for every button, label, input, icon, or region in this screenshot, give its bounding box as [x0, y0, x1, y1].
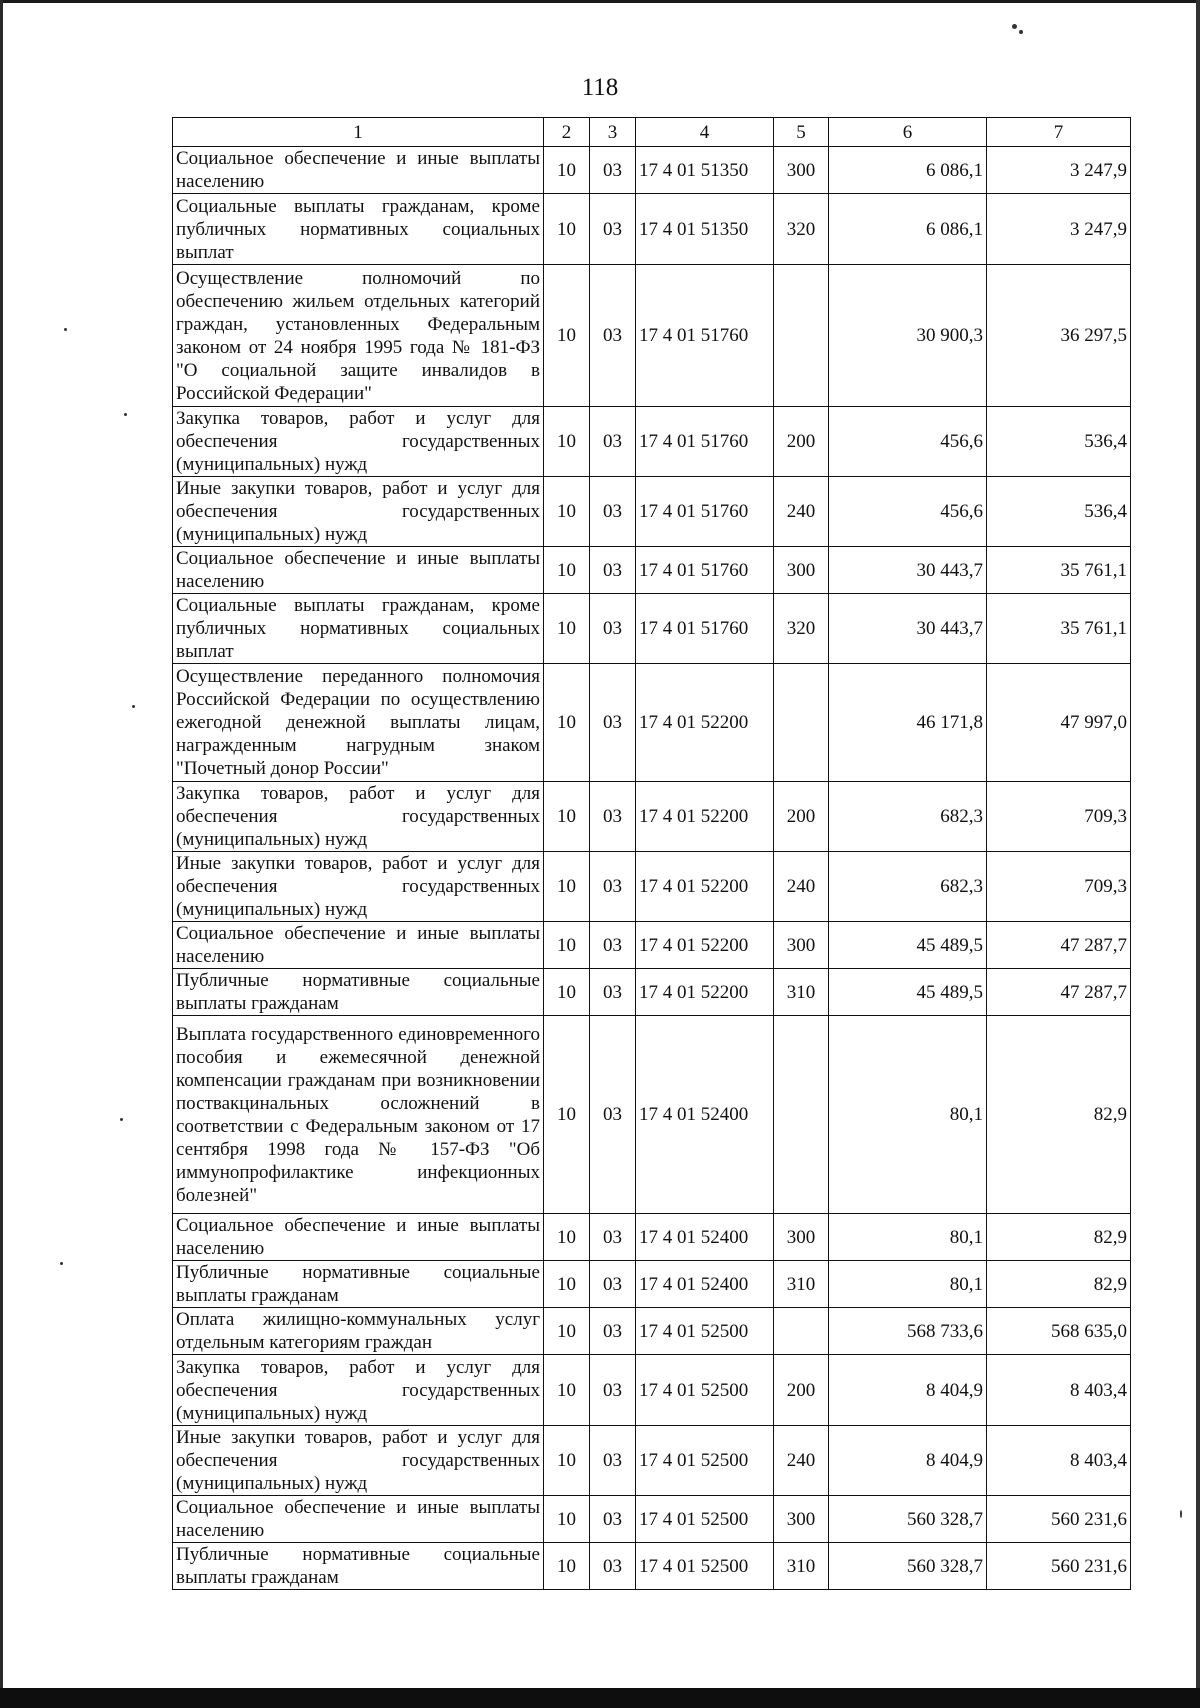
row-amount-year-1: 568 733,6	[829, 1308, 987, 1355]
row-name: Социальные выплаты гражданам, кроме публичных нормативных социальных выплат	[173, 194, 544, 265]
row-target-article-code: 17 4 01 52200	[636, 782, 774, 852]
row-target-article-code: 17 4 01 52200	[636, 664, 774, 782]
table-row	[173, 594, 1131, 664]
row-amount-year-2: 47 287,7	[987, 922, 1131, 969]
table-row	[173, 1496, 1131, 1543]
row-expense-type-code: 240	[774, 1426, 829, 1496]
row-target-article-code: 17 4 01 51350	[636, 194, 774, 265]
row-amount-year-2: 3 247,9	[987, 147, 1131, 194]
row-name: Выплата государственного единовременного пособия и ежемесячной денежной компенсации гражданам при возникновении поствакцинальных осложнений в соответствии с Федеральным законом от 17 сентября 1998 года № 157-ФЗ "Об иммунопрофилактике инфекционных болезней"	[173, 1016, 544, 1214]
table-row	[173, 1355, 1131, 1426]
row-amount-year-1: 46 171,8	[829, 664, 987, 782]
table-header-row	[173, 118, 1131, 147]
row-amount-year-2: 568 635,0	[987, 1308, 1131, 1355]
row-amount-year-2: 560 231,6	[987, 1496, 1131, 1543]
column-header: 3	[590, 118, 636, 147]
scan-right-border	[1196, 0, 1200, 1708]
row-amount-year-1: 30 443,7	[829, 547, 987, 594]
row-expense-type-code: 240	[774, 852, 829, 922]
row-section-code: 10	[544, 477, 590, 547]
table-row	[173, 477, 1131, 547]
row-subsection-code: 03	[590, 1214, 636, 1261]
row-amount-year-2: 536,4	[987, 477, 1131, 547]
row-target-article-code: 17 4 01 52400	[636, 1016, 774, 1214]
row-subsection-code: 03	[590, 969, 636, 1016]
row-amount-year-2: 47 287,7	[987, 969, 1131, 1016]
row-amount-year-2: 36 297,5	[987, 265, 1131, 407]
row-target-article-code: 17 4 01 52400	[636, 1214, 774, 1261]
row-expense-type-code: 310	[774, 969, 829, 1016]
row-amount-year-1: 456,6	[829, 477, 987, 547]
row-name: Социальные выплаты гражданам, кроме публичных нормативных социальных выплат	[173, 594, 544, 664]
row-target-article-code: 17 4 01 52500	[636, 1308, 774, 1355]
row-target-article-code: 17 4 01 52500	[636, 1426, 774, 1496]
column-header: 4	[636, 118, 774, 147]
table-row	[173, 265, 1131, 407]
row-amount-year-1: 560 328,7	[829, 1496, 987, 1543]
row-amount-year-2: 3 247,9	[987, 194, 1131, 265]
row-section-code: 10	[544, 664, 590, 782]
row-expense-type-code: 300	[774, 1214, 829, 1261]
row-name: Иные закупки товаров, работ и услуг для обеспечения государственных (муниципальных) нужд	[173, 1426, 544, 1496]
row-section-code: 10	[544, 1426, 590, 1496]
table-row	[173, 147, 1131, 194]
row-section-code: 10	[544, 1543, 590, 1590]
row-subsection-code: 03	[590, 922, 636, 969]
column-header: 7	[987, 118, 1131, 147]
row-amount-year-1: 80,1	[829, 1016, 987, 1214]
row-expense-type-code: 200	[774, 782, 829, 852]
row-expense-type-code: 300	[774, 1496, 829, 1543]
row-subsection-code: 03	[590, 1355, 636, 1426]
row-expense-type-code: 240	[774, 477, 829, 547]
row-subsection-code: 03	[590, 1426, 636, 1496]
table-row	[173, 664, 1131, 782]
row-name: Публичные нормативные социальные выплаты гражданам	[173, 1261, 544, 1308]
column-header: 1	[173, 118, 544, 147]
scan-speck	[132, 705, 135, 708]
row-expense-type-code: 300	[774, 547, 829, 594]
row-name: Иные закупки товаров, работ и услуг для обеспечения государственных (муниципальных) нужд	[173, 477, 544, 547]
table-row	[173, 547, 1131, 594]
table-row	[173, 407, 1131, 477]
scan-left-border	[0, 0, 3, 1708]
table-body	[173, 118, 1131, 1590]
row-amount-year-1: 80,1	[829, 1214, 987, 1261]
row-amount-year-2: 709,3	[987, 782, 1131, 852]
row-subsection-code: 03	[590, 1308, 636, 1355]
row-target-article-code: 17 4 01 52500	[636, 1543, 774, 1590]
row-name: Публичные нормативные социальные выплаты гражданам	[173, 1543, 544, 1590]
scan-speck	[124, 413, 127, 416]
scan-speck	[120, 1118, 123, 1121]
row-section-code: 10	[544, 594, 590, 664]
row-section-code: 10	[544, 265, 590, 407]
table-row	[173, 782, 1131, 852]
row-subsection-code: 03	[590, 664, 636, 782]
row-expense-type-code: 310	[774, 1543, 829, 1590]
row-amount-year-1: 6 086,1	[829, 147, 987, 194]
row-name: Социальное обеспечение и иные выплаты населению	[173, 1214, 544, 1261]
row-section-code: 10	[544, 782, 590, 852]
row-amount-year-2: 47 997,0	[987, 664, 1131, 782]
column-header: 2	[544, 118, 590, 147]
row-target-article-code: 17 4 01 52500	[636, 1355, 774, 1426]
row-name: Закупка товаров, работ и услуг для обеспечения государственных (муниципальных) нужд	[173, 782, 544, 852]
row-amount-year-2: 82,9	[987, 1214, 1131, 1261]
row-expense-type-code	[774, 265, 829, 407]
row-expense-type-code: 320	[774, 194, 829, 265]
row-target-article-code: 17 4 01 51760	[636, 547, 774, 594]
scan-bottom-band	[0, 1688, 1200, 1708]
row-amount-year-1: 80,1	[829, 1261, 987, 1308]
column-header: 6	[829, 118, 987, 147]
row-expense-type-code	[774, 664, 829, 782]
row-amount-year-1: 30 443,7	[829, 594, 987, 664]
row-name: Закупка товаров, работ и услуг для обеспечения государственных (муниципальных) нужд	[173, 1355, 544, 1426]
scan-speck	[1180, 1510, 1182, 1518]
row-subsection-code: 03	[590, 1543, 636, 1590]
table-row	[173, 1261, 1131, 1308]
row-section-code: 10	[544, 194, 590, 265]
row-section-code: 10	[544, 1261, 590, 1308]
row-subsection-code: 03	[590, 477, 636, 547]
scan-speck	[1019, 30, 1023, 34]
row-amount-year-2: 8 403,4	[987, 1426, 1131, 1496]
row-section-code: 10	[544, 1016, 590, 1214]
row-subsection-code: 03	[590, 265, 636, 407]
row-subsection-code: 03	[590, 147, 636, 194]
row-amount-year-2: 35 761,1	[987, 547, 1131, 594]
row-target-article-code: 17 4 01 51760	[636, 265, 774, 407]
page-number: 118	[581, 74, 619, 101]
row-amount-year-1: 45 489,5	[829, 969, 987, 1016]
row-target-article-code: 17 4 01 52200	[636, 969, 774, 1016]
row-expense-type-code: 320	[774, 594, 829, 664]
row-expense-type-code: 300	[774, 147, 829, 194]
row-target-article-code: 17 4 01 52400	[636, 1261, 774, 1308]
row-subsection-code: 03	[590, 782, 636, 852]
row-target-article-code: 17 4 01 51350	[636, 147, 774, 194]
table-row	[173, 1214, 1131, 1261]
row-target-article-code: 17 4 01 51760	[636, 407, 774, 477]
table-row	[173, 1016, 1131, 1214]
row-expense-type-code	[774, 1308, 829, 1355]
column-header: 5	[774, 118, 829, 147]
row-target-article-code: 17 4 01 52500	[636, 1496, 774, 1543]
row-expense-type-code: 200	[774, 1355, 829, 1426]
row-section-code: 10	[544, 1214, 590, 1261]
row-name: Социальное обеспечение и иные выплаты населению	[173, 547, 544, 594]
row-amount-year-2: 35 761,1	[987, 594, 1131, 664]
table-row	[173, 922, 1131, 969]
row-amount-year-1: 456,6	[829, 407, 987, 477]
row-expense-type-code: 310	[774, 1261, 829, 1308]
row-subsection-code: 03	[590, 547, 636, 594]
row-name: Осуществление полномочий по обеспечению жильем отдельных категорий граждан, установленных Федеральным законом от 24 ноября 1995 года № 181-ФЗ "О социальной защите инвалидов в Российской Федерации"	[173, 265, 544, 407]
row-amount-year-1: 45 489,5	[829, 922, 987, 969]
row-name: Социальное обеспечение и иные выплаты населению	[173, 922, 544, 969]
row-section-code: 10	[544, 1496, 590, 1543]
row-amount-year-1: 8 404,9	[829, 1355, 987, 1426]
row-amount-year-1: 682,3	[829, 782, 987, 852]
row-amount-year-1: 682,3	[829, 852, 987, 922]
scan-top-border	[0, 0, 1200, 3]
row-target-article-code: 17 4 01 52200	[636, 852, 774, 922]
row-expense-type-code	[774, 1016, 829, 1214]
row-subsection-code: 03	[590, 852, 636, 922]
table-row	[173, 852, 1131, 922]
row-subsection-code: 03	[590, 194, 636, 265]
row-section-code: 10	[544, 407, 590, 477]
row-target-article-code: 17 4 01 52200	[636, 922, 774, 969]
row-amount-year-2: 82,9	[987, 1261, 1131, 1308]
row-name: Социальное обеспечение и иные выплаты населению	[173, 147, 544, 194]
row-amount-year-1: 560 328,7	[829, 1543, 987, 1590]
row-target-article-code: 17 4 01 51760	[636, 594, 774, 664]
row-subsection-code: 03	[590, 407, 636, 477]
scan-speck	[64, 328, 67, 331]
row-amount-year-1: 30 900,3	[829, 265, 987, 407]
row-amount-year-2: 8 403,4	[987, 1355, 1131, 1426]
row-amount-year-1: 6 086,1	[829, 194, 987, 265]
table-row	[173, 1426, 1131, 1496]
row-section-code: 10	[544, 922, 590, 969]
row-target-article-code: 17 4 01 51760	[636, 477, 774, 547]
table-row	[173, 194, 1131, 265]
row-amount-year-2: 536,4	[987, 407, 1131, 477]
row-subsection-code: 03	[590, 1016, 636, 1214]
table-row	[173, 1543, 1131, 1590]
row-subsection-code: 03	[590, 1261, 636, 1308]
scan-speck	[1012, 24, 1017, 29]
row-section-code: 10	[544, 1308, 590, 1355]
row-name: Оплата жилищно-коммунальных услуг отдельным категориям граждан	[173, 1308, 544, 1355]
budget-table	[172, 117, 1131, 1590]
scan-speck	[60, 1262, 63, 1265]
row-subsection-code: 03	[590, 1496, 636, 1543]
row-amount-year-2: 82,9	[987, 1016, 1131, 1214]
row-expense-type-code: 200	[774, 407, 829, 477]
row-section-code: 10	[544, 852, 590, 922]
row-expense-type-code: 300	[774, 922, 829, 969]
row-name: Социальное обеспечение и иные выплаты населению	[173, 1496, 544, 1543]
row-name: Закупка товаров, работ и услуг для обеспечения государственных (муниципальных) нужд	[173, 407, 544, 477]
row-amount-year-1: 8 404,9	[829, 1426, 987, 1496]
row-section-code: 10	[544, 1355, 590, 1426]
row-name: Осуществление переданного полномочия Российской Федерации по осуществлению ежегодной денежной выплаты лицам, награжденным нагрудным знаком "Почетный донор России"	[173, 664, 544, 782]
table-row	[173, 969, 1131, 1016]
row-name: Публичные нормативные социальные выплаты гражданам	[173, 969, 544, 1016]
row-amount-year-2: 709,3	[987, 852, 1131, 922]
row-section-code: 10	[544, 147, 590, 194]
row-amount-year-2: 560 231,6	[987, 1543, 1131, 1590]
table-row	[173, 1308, 1131, 1355]
row-section-code: 10	[544, 547, 590, 594]
row-name: Иные закупки товаров, работ и услуг для обеспечения государственных (муниципальных) нужд	[173, 852, 544, 922]
row-subsection-code: 03	[590, 594, 636, 664]
row-section-code: 10	[544, 969, 590, 1016]
